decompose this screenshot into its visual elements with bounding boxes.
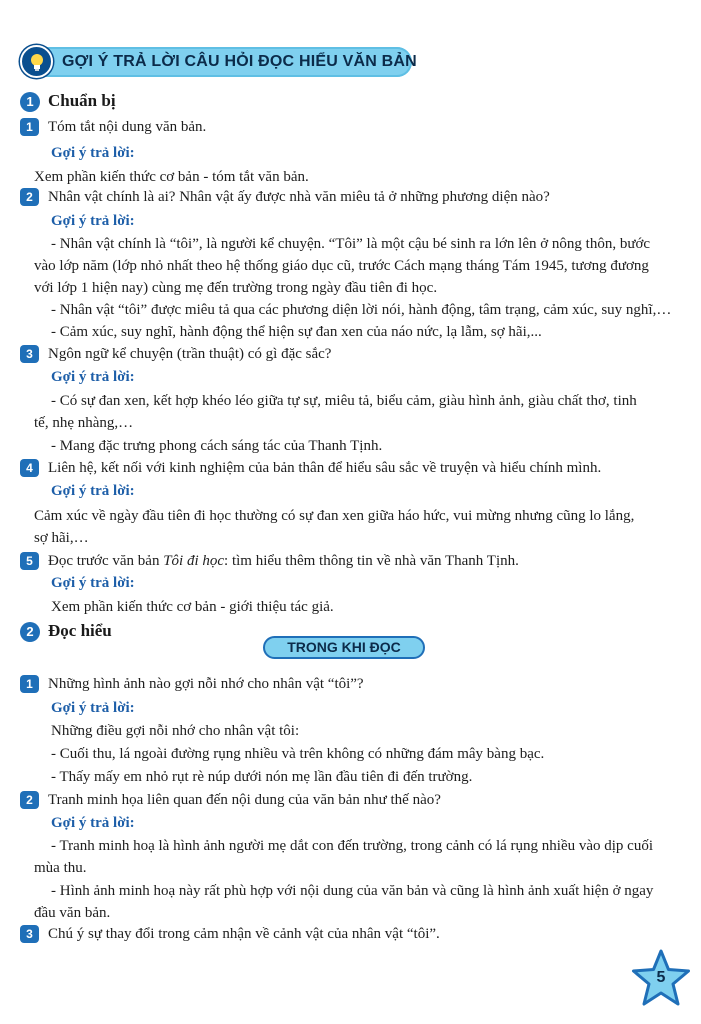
lightbulb-icon (20, 45, 53, 78)
answer-text: tế, nhẹ nhàng,… (34, 415, 134, 431)
question-text: Tóm tắt nội dung văn bản. (48, 119, 207, 135)
hint-label: Gợi ý trả lời: (51, 483, 135, 499)
question-number: 2 (20, 188, 39, 206)
while-reading-label: TRONG KHI ĐỌC (287, 639, 401, 655)
question-text: Liên hệ, kết nối với kinh nghiệm của bản thân để hiểu sâu sắc về truyện và hiểu chính mình. (48, 460, 602, 476)
hint-label: Gợi ý trả lời: (51, 700, 135, 716)
banner-title: GỢI Ý TRẢ LỜI CÂU HỎI ĐỌC HIỂU VĂN BẢN (62, 53, 417, 70)
question-number: 5 (20, 552, 39, 570)
answer-text: vào lớp năm (lớp nhỏ nhất theo hệ thống giáo dục cũ, trước Cách mạng tháng Tám 1945, tương đương (34, 258, 649, 274)
answer-text: mùa thu. (34, 860, 87, 876)
answer-text: Cảm xúc về ngày đầu tiên đi học thường có sự đan xen giữa háo hức, vui mừng nhưng cũng lo lắng, (34, 508, 635, 524)
question-number: 1 (20, 675, 39, 693)
answer-text: - Cuối thu, lá ngoài đường rụng nhiều và trên không có những đám mây bàng bạc. (51, 746, 545, 762)
question-text: Đọc trước văn bản Tôi đi học: tìm hiểu thêm thông tin về nhà văn Thanh Tịnh. (48, 553, 519, 569)
answer-text: Xem phần kiến thức cơ bản - tóm tắt văn bản. (34, 169, 309, 185)
page-number: 5 (656, 969, 666, 986)
question-number: 1 (20, 118, 39, 136)
hint-label: Gợi ý trả lời: (51, 575, 135, 591)
answer-text: - Nhân vật chính là “tôi”, là người kể chuyện. “Tôi” là một cậu bé sinh ra lớn lên ở nông thôn, bước (51, 236, 651, 252)
answer-text: - Cảm xúc, suy nghĩ, hành động thể hiện sự đan xen của náo nức, lạ lẫm, sợ hãi,... (51, 324, 542, 340)
answer-text: - Nhân vật “tôi” được miêu tả qua các phương diện lời nói, hành động, tâm trạng, cảm xúc, suy nghĩ,… (51, 302, 672, 318)
question-text: Nhân vật chính là ai? Nhân vật ấy được nhà văn miêu tả ở những phương diện nào? (48, 189, 550, 205)
answer-text: - Thấy mấy em nhỏ rụt rè núp dưới nón mẹ lần đầu tiên đi đến trường. (51, 769, 473, 785)
section-number: 2 (20, 622, 40, 642)
question-number: 4 (20, 459, 39, 477)
answer-text: - Mang đặc trưng phong cách sáng tác của Thanh Tịnh. (51, 438, 383, 454)
question-text: Chú ý sự thay đổi trong cảm nhận về cảnh vật của nhân vật “tôi”. (48, 926, 440, 942)
hint-label: Gợi ý trả lời: (51, 815, 135, 831)
hint-label: Gợi ý trả lời: (51, 369, 135, 385)
answer-text: sợ hãi,… (34, 530, 89, 546)
question-text: Tranh minh họa liên quan đến nội dung của văn bản như thế nào? (48, 792, 441, 808)
question-number: 2 (20, 791, 39, 809)
answer-text: với lớp 1 hiện nay) cùng mẹ đến trường trong ngày đầu tiên đi học. (34, 280, 438, 296)
answer-text: đầu văn bản. (34, 905, 111, 921)
question-number: 3 (20, 345, 39, 363)
question-text: Những hình ảnh nào gợi nỗi nhớ cho nhân vật “tôi”? (48, 676, 364, 692)
section-number: 1 (20, 92, 40, 112)
section-title: Chuẩn bị (48, 91, 116, 110)
answer-text: Những điều gợi nỗi nhớ cho nhân vật tôi: (51, 723, 300, 739)
answer-text: - Có sự đan xen, kết hợp khéo léo giữa tự sự, miêu tả, biểu cảm, giàu hình ảnh, giàu chất thơ, tinh (51, 393, 637, 409)
answer-text: Xem phần kiến thức cơ bản - giới thiệu tác giả. (51, 599, 334, 615)
hint-label: Gợi ý trả lời: (51, 213, 135, 229)
question-number: 3 (20, 925, 39, 943)
section-title: Đọc hiểu (48, 621, 112, 640)
book-title: Tôi đi học (163, 553, 225, 569)
hint-label: Gợi ý trả lời: (51, 145, 135, 161)
answer-text: - Hình ảnh minh hoạ này rất phù hợp với nội dung của văn bản và cũng là hình ảnh xuất hiện ở ngay (51, 883, 654, 899)
question-text: Ngôn ngữ kể chuyện (trần thuật) có gì đặc sắc? (48, 346, 332, 362)
answer-text: - Tranh minh hoạ là hình ảnh người mẹ dắt con đến trường, trong cảnh có lá rụng nhiều vào dịp cuối (51, 838, 654, 854)
